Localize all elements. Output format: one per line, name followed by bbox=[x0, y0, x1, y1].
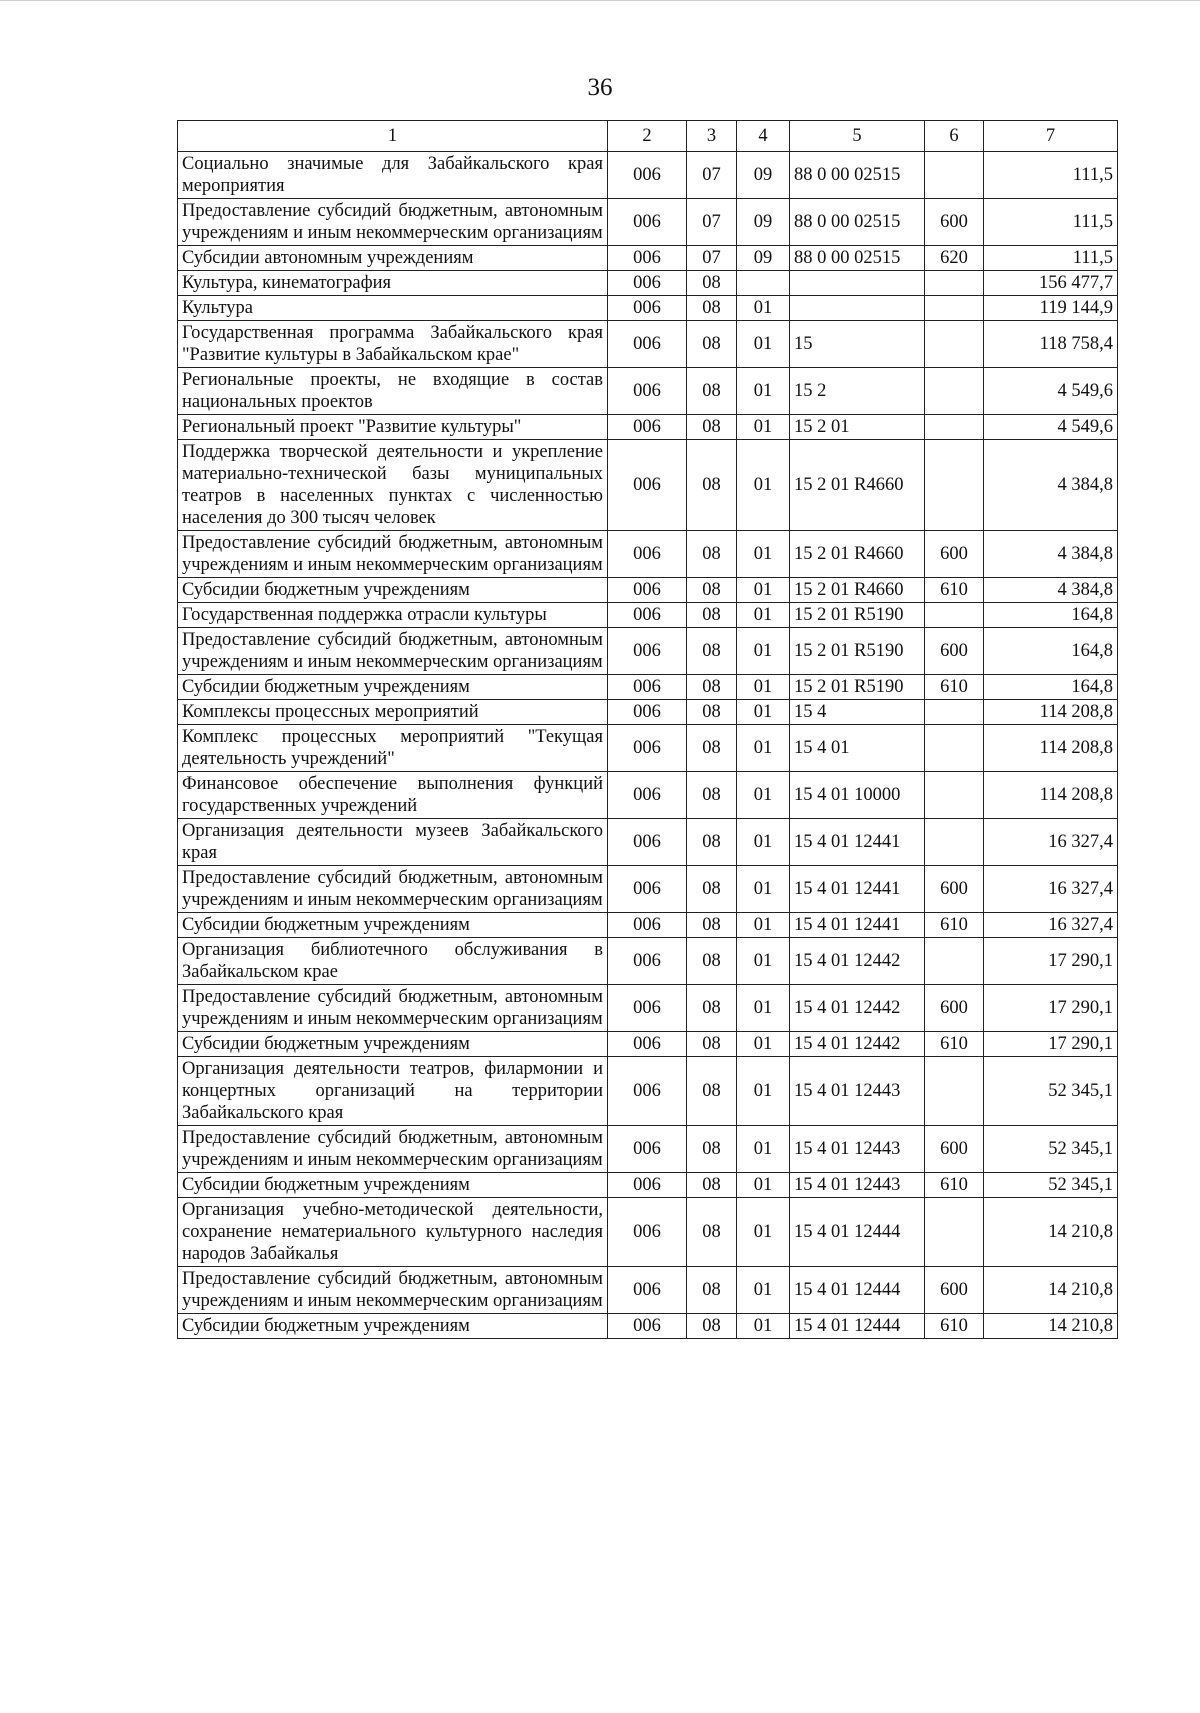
amount-cell: 52 345,1 bbox=[984, 1173, 1118, 1198]
expense-type-cell bbox=[925, 1057, 984, 1126]
row-name-cell: Организация библиотечного обслуживания в Забайкальском крае bbox=[178, 938, 608, 985]
expense-type-cell: 610 bbox=[925, 578, 984, 603]
table-row bbox=[178, 725, 1118, 772]
expense-type-cell bbox=[925, 271, 984, 296]
subsection-cell: 01 bbox=[737, 603, 790, 628]
expense-type-cell: 600 bbox=[925, 1267, 984, 1314]
target-article-cell: 15 4 01 12442 bbox=[790, 985, 925, 1032]
amount-cell: 118 758,4 bbox=[984, 321, 1118, 368]
table-row bbox=[178, 913, 1118, 938]
admin-code-cell: 006 bbox=[608, 531, 687, 578]
amount-cell: 4 384,8 bbox=[984, 440, 1118, 531]
table-row bbox=[178, 819, 1118, 866]
table-row bbox=[178, 700, 1118, 725]
table-row bbox=[178, 368, 1118, 415]
subsection-cell: 01 bbox=[737, 628, 790, 675]
subsection-cell: 01 bbox=[737, 1173, 790, 1198]
amount-cell: 164,8 bbox=[984, 603, 1118, 628]
table-row bbox=[178, 152, 1118, 199]
section-cell: 08 bbox=[687, 603, 737, 628]
target-article-cell: 15 bbox=[790, 321, 925, 368]
target-article-cell: 15 2 01 R5190 bbox=[790, 628, 925, 675]
target-article-cell: 15 4 01 10000 bbox=[790, 772, 925, 819]
section-cell: 08 bbox=[687, 440, 737, 531]
table-row bbox=[178, 938, 1118, 985]
table-row bbox=[178, 1057, 1118, 1126]
expense-type-cell: 600 bbox=[925, 866, 984, 913]
expense-type-cell bbox=[925, 321, 984, 368]
row-name-cell: Субсидии бюджетным учреждениям bbox=[178, 1173, 608, 1198]
section-cell: 08 bbox=[687, 772, 737, 819]
subsection-cell: 01 bbox=[737, 985, 790, 1032]
amount-cell: 16 327,4 bbox=[984, 913, 1118, 938]
amount-cell: 17 290,1 bbox=[984, 985, 1118, 1032]
section-cell: 08 bbox=[687, 913, 737, 938]
expense-type-cell bbox=[925, 415, 984, 440]
table-row bbox=[178, 531, 1118, 578]
section-cell: 08 bbox=[687, 1032, 737, 1057]
subsection-cell: 01 bbox=[737, 1126, 790, 1173]
page-number: 36 bbox=[587, 74, 613, 101]
admin-code-cell: 006 bbox=[608, 1032, 687, 1057]
row-name-cell: Предоставление субсидий бюджетным, автономным учреждениям и иным некоммерческим организациям bbox=[178, 1126, 608, 1173]
admin-code-cell: 006 bbox=[608, 725, 687, 772]
row-name-cell: Организация деятельности театров, филармонии и концертных организаций на территории Забайкальского края bbox=[178, 1057, 608, 1126]
expense-type-cell bbox=[925, 938, 984, 985]
row-name-cell: Поддержка творческой деятельности и укрепление материально-технической базы муниципальных театров в населенных пунктах с численностью населения до 300 тысяч человек bbox=[178, 440, 608, 531]
amount-cell: 17 290,1 bbox=[984, 1032, 1118, 1057]
amount-cell: 14 210,8 bbox=[984, 1198, 1118, 1267]
admin-code-cell: 006 bbox=[608, 1173, 687, 1198]
admin-code-cell: 006 bbox=[608, 938, 687, 985]
section-cell: 08 bbox=[687, 271, 737, 296]
section-cell: 08 bbox=[687, 628, 737, 675]
table-row bbox=[178, 603, 1118, 628]
section-cell: 08 bbox=[687, 1198, 737, 1267]
subsection-cell: 01 bbox=[737, 1267, 790, 1314]
expense-type-cell: 600 bbox=[925, 628, 984, 675]
subsection-cell: 01 bbox=[737, 415, 790, 440]
subsection-cell bbox=[737, 271, 790, 296]
row-name-cell: Региональный проект "Развитие культуры" bbox=[178, 415, 608, 440]
target-article-cell: 15 4 01 12444 bbox=[790, 1267, 925, 1314]
table-row bbox=[178, 628, 1118, 675]
expense-type-cell bbox=[925, 152, 984, 199]
table-row bbox=[178, 1032, 1118, 1057]
amount-cell: 4 384,8 bbox=[984, 531, 1118, 578]
admin-code-cell: 006 bbox=[608, 1126, 687, 1173]
section-cell: 08 bbox=[687, 321, 737, 368]
table-row bbox=[178, 675, 1118, 700]
admin-code-cell: 006 bbox=[608, 368, 687, 415]
admin-code-cell: 006 bbox=[608, 271, 687, 296]
target-article-cell: 15 4 01 12441 bbox=[790, 819, 925, 866]
target-article-cell bbox=[790, 271, 925, 296]
table-row bbox=[178, 772, 1118, 819]
expense-type-cell bbox=[925, 296, 984, 321]
row-name-cell: Комплексы процессных мероприятий bbox=[178, 700, 608, 725]
admin-code-cell: 006 bbox=[608, 578, 687, 603]
expense-type-cell bbox=[925, 1198, 984, 1267]
target-article-cell: 15 4 01 12443 bbox=[790, 1126, 925, 1173]
subsection-cell: 01 bbox=[737, 772, 790, 819]
header-cell: 2 bbox=[608, 121, 687, 152]
section-cell: 08 bbox=[687, 368, 737, 415]
header-cell: 6 bbox=[925, 121, 984, 152]
table-header-row bbox=[178, 121, 1118, 152]
amount-cell: 164,8 bbox=[984, 675, 1118, 700]
subsection-cell: 01 bbox=[737, 1198, 790, 1267]
amount-cell: 156 477,7 bbox=[984, 271, 1118, 296]
admin-code-cell: 006 bbox=[608, 321, 687, 368]
section-cell: 08 bbox=[687, 1057, 737, 1126]
table-row bbox=[178, 199, 1118, 246]
target-article-cell: 15 4 01 bbox=[790, 725, 925, 772]
expense-type-cell: 600 bbox=[925, 985, 984, 1032]
admin-code-cell: 006 bbox=[608, 675, 687, 700]
target-article-cell: 88 0 00 02515 bbox=[790, 199, 925, 246]
target-article-cell: 15 4 01 12443 bbox=[790, 1173, 925, 1198]
expense-type-cell bbox=[925, 725, 984, 772]
section-cell: 08 bbox=[687, 938, 737, 985]
header-cell: 7 bbox=[984, 121, 1118, 152]
amount-cell: 17 290,1 bbox=[984, 938, 1118, 985]
amount-cell: 4 384,8 bbox=[984, 578, 1118, 603]
table-row bbox=[178, 296, 1118, 321]
amount-cell: 4 549,6 bbox=[984, 415, 1118, 440]
admin-code-cell: 006 bbox=[608, 152, 687, 199]
expense-type-cell: 610 bbox=[925, 675, 984, 700]
admin-code-cell: 006 bbox=[608, 985, 687, 1032]
header-cell: 1 bbox=[178, 121, 608, 152]
expense-type-cell: 610 bbox=[925, 913, 984, 938]
section-cell: 08 bbox=[687, 1267, 737, 1314]
row-name-cell: Комплекс процессных мероприятий "Текущая деятельность учреждений" bbox=[178, 725, 608, 772]
admin-code-cell: 006 bbox=[608, 772, 687, 819]
row-name-cell: Предоставление субсидий бюджетным, автономным учреждениям и иным некоммерческим организациям bbox=[178, 199, 608, 246]
subsection-cell: 01 bbox=[737, 1057, 790, 1126]
section-cell: 08 bbox=[687, 675, 737, 700]
admin-code-cell: 006 bbox=[608, 819, 687, 866]
amount-cell: 114 208,8 bbox=[984, 725, 1118, 772]
amount-cell: 111,5 bbox=[984, 199, 1118, 246]
row-name-cell: Предоставление субсидий бюджетным, автономным учреждениям и иным некоммерческим организациям bbox=[178, 985, 608, 1032]
target-article-cell: 15 2 01 R4660 bbox=[790, 578, 925, 603]
section-cell: 07 bbox=[687, 246, 737, 271]
target-article-cell: 15 2 01 R5190 bbox=[790, 603, 925, 628]
subsection-cell: 01 bbox=[737, 866, 790, 913]
expense-type-cell: 600 bbox=[925, 1126, 984, 1173]
target-article-cell: 88 0 00 02515 bbox=[790, 246, 925, 271]
target-article-cell: 15 4 01 12444 bbox=[790, 1198, 925, 1267]
subsection-cell: 09 bbox=[737, 152, 790, 199]
target-article-cell: 15 2 01 bbox=[790, 415, 925, 440]
row-name-cell: Предоставление субсидий бюджетным, автономным учреждениям и иным некоммерческим организациям bbox=[178, 1267, 608, 1314]
subsection-cell: 01 bbox=[737, 819, 790, 866]
row-name-cell: Предоставление субсидий бюджетным, автономным учреждениям и иным некоммерческим организациям bbox=[178, 866, 608, 913]
section-cell: 07 bbox=[687, 152, 737, 199]
admin-code-cell: 006 bbox=[608, 1198, 687, 1267]
table-row bbox=[178, 985, 1118, 1032]
row-name-cell: Государственная поддержка отрасли культуры bbox=[178, 603, 608, 628]
section-cell: 08 bbox=[687, 866, 737, 913]
table-row bbox=[178, 415, 1118, 440]
amount-cell: 16 327,4 bbox=[984, 819, 1118, 866]
admin-code-cell: 006 bbox=[608, 440, 687, 531]
row-name-cell: Субсидии бюджетным учреждениям bbox=[178, 578, 608, 603]
table-row bbox=[178, 1314, 1118, 1339]
amount-cell: 114 208,8 bbox=[984, 772, 1118, 819]
expense-type-cell bbox=[925, 819, 984, 866]
subsection-cell: 01 bbox=[737, 321, 790, 368]
expense-type-cell bbox=[925, 700, 984, 725]
amount-cell: 4 549,6 bbox=[984, 368, 1118, 415]
expense-type-cell bbox=[925, 368, 984, 415]
section-cell: 08 bbox=[687, 578, 737, 603]
target-article-cell: 15 4 01 12442 bbox=[790, 938, 925, 985]
target-article-cell: 15 4 01 12441 bbox=[790, 866, 925, 913]
admin-code-cell: 006 bbox=[608, 199, 687, 246]
table-row bbox=[178, 1126, 1118, 1173]
section-cell: 08 bbox=[687, 531, 737, 578]
table-row bbox=[178, 321, 1118, 368]
admin-code-cell: 006 bbox=[608, 246, 687, 271]
admin-code-cell: 006 bbox=[608, 603, 687, 628]
target-article-cell: 15 4 01 12441 bbox=[790, 913, 925, 938]
subsection-cell: 01 bbox=[737, 675, 790, 700]
table-row bbox=[178, 1267, 1118, 1314]
section-cell: 08 bbox=[687, 415, 737, 440]
row-name-cell: Субсидии бюджетным учреждениям bbox=[178, 675, 608, 700]
row-name-cell: Культура, кинематография bbox=[178, 271, 608, 296]
admin-code-cell: 006 bbox=[608, 296, 687, 321]
amount-cell: 164,8 bbox=[984, 628, 1118, 675]
admin-code-cell: 006 bbox=[608, 700, 687, 725]
section-cell: 07 bbox=[687, 199, 737, 246]
expense-type-cell bbox=[925, 603, 984, 628]
section-cell: 08 bbox=[687, 725, 737, 772]
row-name-cell: Субсидии бюджетным учреждениям bbox=[178, 1032, 608, 1057]
amount-cell: 14 210,8 bbox=[984, 1314, 1118, 1339]
admin-code-cell: 006 bbox=[608, 415, 687, 440]
amount-cell: 16 327,4 bbox=[984, 866, 1118, 913]
target-article-cell: 15 4 01 12443 bbox=[790, 1057, 925, 1126]
table-row bbox=[178, 271, 1118, 296]
subsection-cell: 01 bbox=[737, 725, 790, 772]
amount-cell: 111,5 bbox=[984, 246, 1118, 271]
target-article-cell: 15 2 01 R5190 bbox=[790, 675, 925, 700]
target-article-cell: 15 4 bbox=[790, 700, 925, 725]
subsection-cell: 01 bbox=[737, 531, 790, 578]
subsection-cell: 01 bbox=[737, 1314, 790, 1339]
row-name-cell: Предоставление субсидий бюджетным, автономным учреждениям и иным некоммерческим организациям bbox=[178, 531, 608, 578]
header-cell: 3 bbox=[687, 121, 737, 152]
row-name-cell: Организация учебно-методической деятельности, сохранение нематериального культурного наследия народов Забайкалья bbox=[178, 1198, 608, 1267]
section-cell: 08 bbox=[687, 700, 737, 725]
expense-type-cell: 600 bbox=[925, 199, 984, 246]
section-cell: 08 bbox=[687, 819, 737, 866]
subsection-cell: 01 bbox=[737, 700, 790, 725]
budget-table bbox=[177, 120, 1118, 1339]
amount-cell: 111,5 bbox=[984, 152, 1118, 199]
admin-code-cell: 006 bbox=[608, 913, 687, 938]
expense-type-cell: 600 bbox=[925, 531, 984, 578]
expense-type-cell: 610 bbox=[925, 1173, 984, 1198]
section-cell: 08 bbox=[687, 296, 737, 321]
row-name-cell: Организация деятельности музеев Забайкальского края bbox=[178, 819, 608, 866]
subsection-cell: 09 bbox=[737, 246, 790, 271]
admin-code-cell: 006 bbox=[608, 628, 687, 675]
row-name-cell: Региональные проекты, не входящие в состав национальных проектов bbox=[178, 368, 608, 415]
table-row bbox=[178, 246, 1118, 271]
admin-code-cell: 006 bbox=[608, 866, 687, 913]
target-article-cell: 15 4 01 12444 bbox=[790, 1314, 925, 1339]
subsection-cell: 01 bbox=[737, 913, 790, 938]
row-name-cell: Культура bbox=[178, 296, 608, 321]
table-row bbox=[178, 440, 1118, 531]
admin-code-cell: 006 bbox=[608, 1314, 687, 1339]
table-row bbox=[178, 1173, 1118, 1198]
row-name-cell: Финансовое обеспечение выполнения функций государственных учреждений bbox=[178, 772, 608, 819]
expense-type-cell bbox=[925, 440, 984, 531]
subsection-cell: 01 bbox=[737, 440, 790, 531]
scan-edge-line bbox=[0, 0, 1200, 1]
admin-code-cell: 006 bbox=[608, 1057, 687, 1126]
subsection-cell: 01 bbox=[737, 938, 790, 985]
row-name-cell: Государственная программа Забайкальского края "Развитие культуры в Забайкальском крае" bbox=[178, 321, 608, 368]
subsection-cell: 01 bbox=[737, 578, 790, 603]
expense-type-cell bbox=[925, 772, 984, 819]
table-row bbox=[178, 578, 1118, 603]
expense-type-cell: 610 bbox=[925, 1032, 984, 1057]
target-article-cell: 15 2 bbox=[790, 368, 925, 415]
expense-type-cell: 620 bbox=[925, 246, 984, 271]
subsection-cell: 01 bbox=[737, 368, 790, 415]
row-name-cell: Социально значимые для Забайкальского края мероприятия bbox=[178, 152, 608, 199]
target-article-cell bbox=[790, 296, 925, 321]
row-name-cell: Субсидии автономным учреждениям bbox=[178, 246, 608, 271]
row-name-cell: Субсидии бюджетным учреждениям bbox=[178, 1314, 608, 1339]
amount-cell: 14 210,8 bbox=[984, 1267, 1118, 1314]
amount-cell: 52 345,1 bbox=[984, 1057, 1118, 1126]
subsection-cell: 01 bbox=[737, 296, 790, 321]
subsection-cell: 01 bbox=[737, 1032, 790, 1057]
expense-type-cell: 610 bbox=[925, 1314, 984, 1339]
target-article-cell: 15 2 01 R4660 bbox=[790, 440, 925, 531]
section-cell: 08 bbox=[687, 985, 737, 1032]
amount-cell: 114 208,8 bbox=[984, 700, 1118, 725]
amount-cell: 52 345,1 bbox=[984, 1126, 1118, 1173]
target-article-cell: 15 2 01 R4660 bbox=[790, 531, 925, 578]
table-row bbox=[178, 866, 1118, 913]
row-name-cell: Предоставление субсидий бюджетным, автономным учреждениям и иным некоммерческим организациям bbox=[178, 628, 608, 675]
section-cell: 08 bbox=[687, 1126, 737, 1173]
subsection-cell: 09 bbox=[737, 199, 790, 246]
section-cell: 08 bbox=[687, 1173, 737, 1198]
admin-code-cell: 006 bbox=[608, 1267, 687, 1314]
row-name-cell: Субсидии бюджетным учреждениям bbox=[178, 913, 608, 938]
target-article-cell: 15 4 01 12442 bbox=[790, 1032, 925, 1057]
table-row bbox=[178, 1198, 1118, 1267]
section-cell: 08 bbox=[687, 1314, 737, 1339]
header-cell: 4 bbox=[737, 121, 790, 152]
target-article-cell: 88 0 00 02515 bbox=[790, 152, 925, 199]
header-cell: 5 bbox=[790, 121, 925, 152]
amount-cell: 119 144,9 bbox=[984, 296, 1118, 321]
